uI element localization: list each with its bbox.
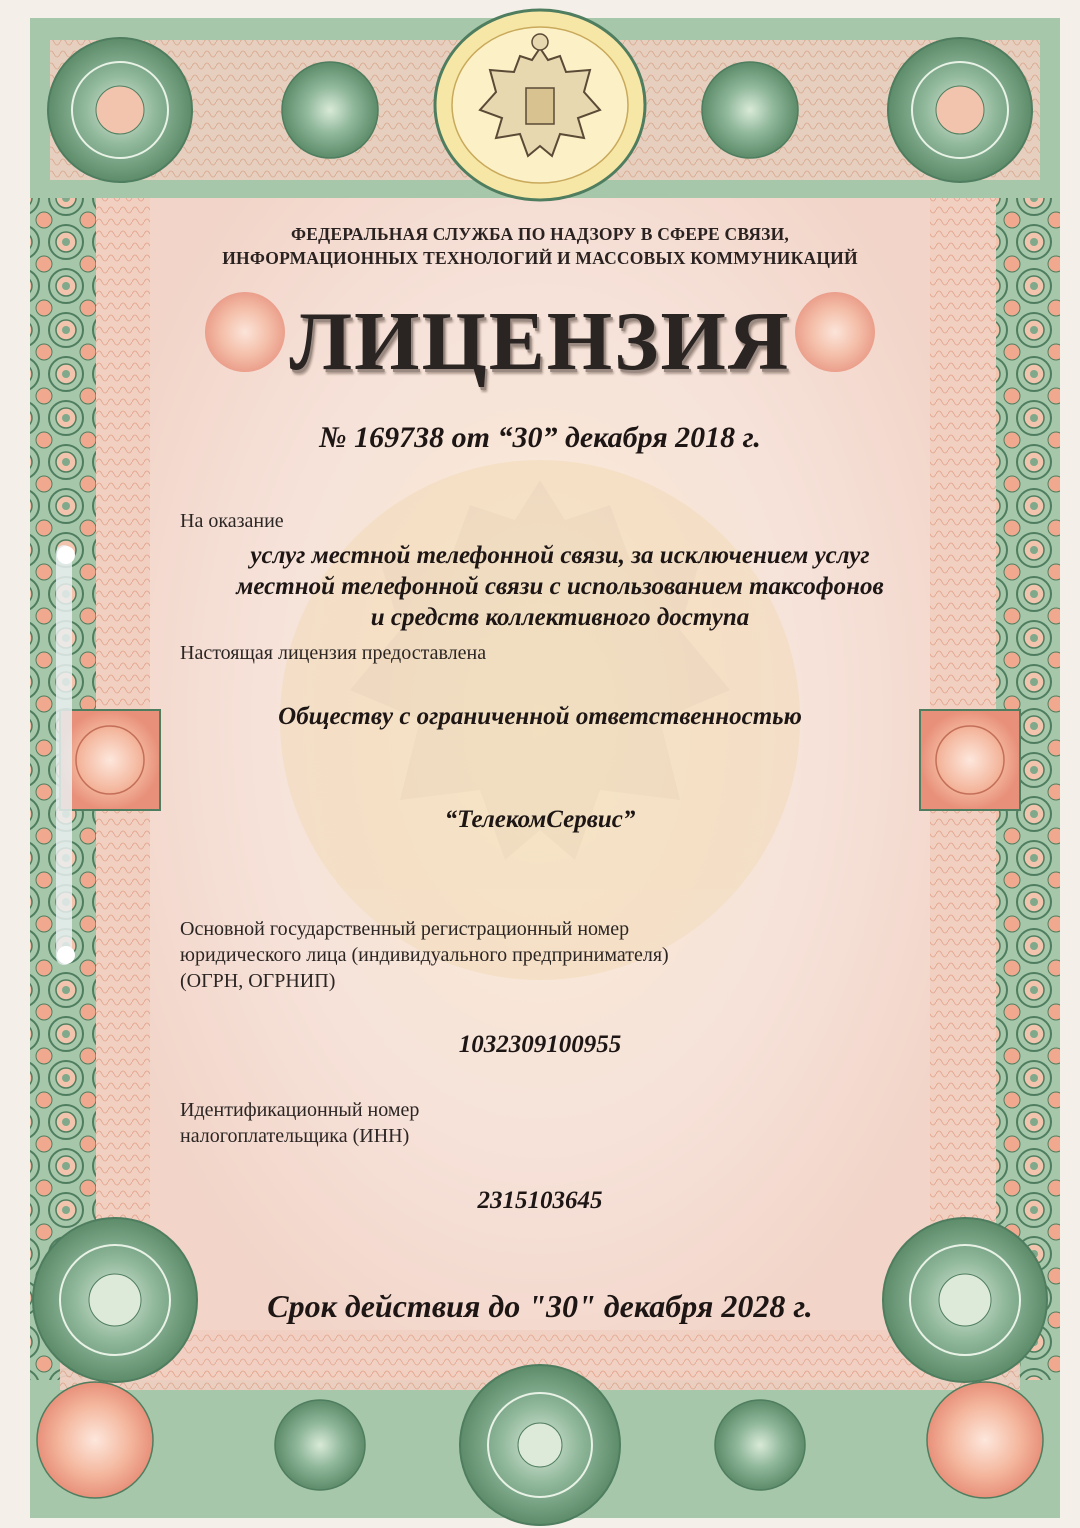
service-line: и средств коллективного доступа xyxy=(370,604,750,631)
ogrn-label-line: Основной государственный регистрационный номер xyxy=(180,918,630,940)
agency-line-2: ИНФОРМАЦИОННЫХ ТЕХНОЛОГИЙ И МАССОВЫХ КОММУНИКАЦИЙ xyxy=(222,248,858,268)
licensee-form: Обществу с ограниченной ответственностью xyxy=(278,703,802,730)
expiry-date: Срок действия до "30" декабря 2028 г. xyxy=(267,1288,813,1324)
ogrn-value: 1032309100955 xyxy=(458,1031,622,1058)
inn-label xyxy=(180,1097,419,1149)
service-label: На оказание xyxy=(180,510,284,532)
agency-line-1: ФЕДЕРАЛЬНАЯ СЛУЖБА ПО НАДЗОРУ В СФЕРЕ СВЯЗИ, xyxy=(291,224,789,244)
ogrn-label-line: (ОГРН, ОГРНИП) xyxy=(180,970,336,992)
double-headed-eagle-icon xyxy=(435,10,645,200)
ogrn-label-line: юридического лица (индивидуального предпринимателя) xyxy=(180,944,669,966)
rosette-icon xyxy=(888,38,1032,182)
rosette-icon xyxy=(48,38,192,182)
licensee-label: Настоящая лицензия предоставлена xyxy=(180,642,487,664)
inn-value: 2315103645 xyxy=(477,1187,603,1214)
service-line: местной телефонной связи с использованием таксофонов xyxy=(236,573,884,600)
rosette-icon xyxy=(460,1365,620,1525)
document-title: ЛИЦЕНЗИЯ xyxy=(289,295,791,388)
license-number: № 169738 от “30” декабря 2018 г. xyxy=(319,421,761,454)
licensee-name: “ТелекомСервис” xyxy=(444,806,636,833)
service-description xyxy=(170,540,950,633)
agency-header xyxy=(160,222,920,270)
ogrn-label xyxy=(180,916,669,994)
inn-label-line: Идентификационный номер xyxy=(180,1099,420,1121)
service-line: услуг местной телефонной связи, за исключением услуг xyxy=(250,542,870,569)
inn-label-line: налогоплательщика (ИНН) xyxy=(180,1125,410,1147)
